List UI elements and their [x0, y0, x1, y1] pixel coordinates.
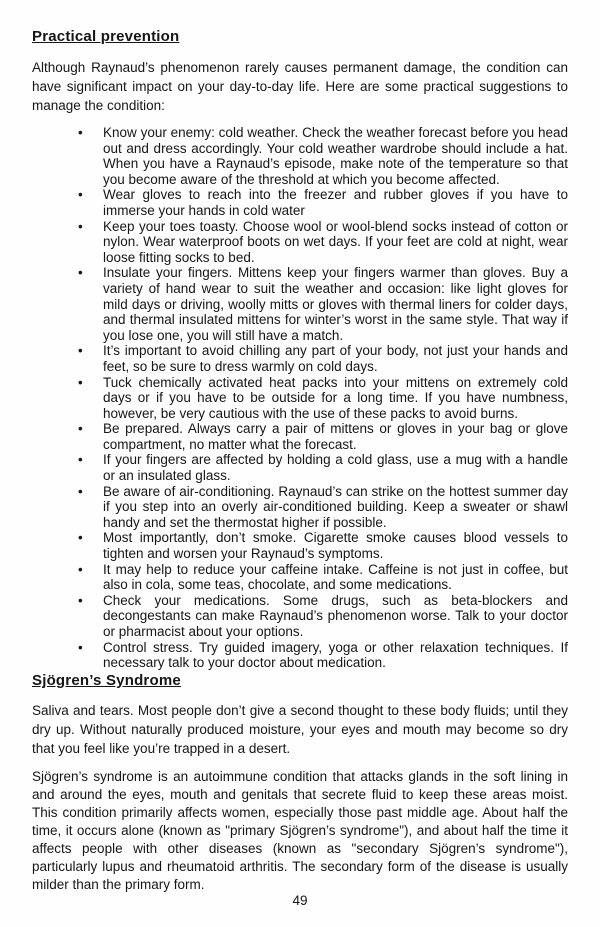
list-item — [75, 125, 568, 187]
bullet-icon: • — [78, 639, 83, 655]
bullet-text: Most importantly, don’t smoke. Cigarette smoke causes blood vessels to tighten and worsen your Raynaud’s symptoms. — [103, 530, 568, 562]
list-item — [75, 421, 568, 452]
bullet-text: It’s important to avoid chilling any part of your body, not just your hands and feet, so be sure to dress warmly on cold days. — [103, 343, 568, 374]
bullet-icon: • — [78, 530, 83, 546]
bullet-icon: • — [78, 452, 83, 468]
list-item — [75, 530, 568, 561]
section-heading: Practical prevention — [32, 28, 180, 45]
page-number: 49 — [292, 893, 308, 908]
body-paragraph: Saliva and tears. Most people don’t give a second thought to these body fluids; until they dry up. Without naturally produced moisture, your eyes and mouth may become so dry that you feel like you’re trapped in a desert. — [32, 702, 568, 756]
bullet-icon: • — [78, 561, 83, 577]
bullet-icon: • — [78, 592, 83, 608]
list-item — [75, 562, 568, 593]
bullet-text: Check your medications. Some drugs, such as beta-blockers and decongestants can make Raynaud’s phenomenon worse. Talk to your doctor or pharmacist about your options. — [103, 592, 568, 639]
list-item — [75, 187, 568, 218]
bullet-icon: • — [78, 218, 83, 234]
bullet-icon: • — [78, 343, 83, 359]
bullet-icon: • — [78, 483, 83, 499]
list-item — [75, 219, 568, 266]
bullet-text: Be prepared. Always carry a pair of mittens or gloves in your bag or glove compartment, no matter what the forecast. — [103, 421, 568, 452]
section-heading: Sjögren’s Syndrome — [32, 671, 181, 689]
bullet-text: Know your enemy: cold weather. Check the weather forecast before you head out and dress accordingly. Your cold weather wardrobe should include a hat. When you have a Raynaud’s episode, make note of the temperature so that you become aware of the threshold at which you become affected. — [103, 125, 568, 187]
bullet-text: Keep your toes toasty. Choose wool or wool-blend socks instead of cotton or nylon. Wear waterproof boots on wet days. If your feet are cold at night, wear loose fitting socks to bed. — [103, 218, 568, 265]
bullet-text: Insulate your fingers. Mittens keep your fingers warmer than gloves. Buy a variety of hand wear to suit the weather and occasion: like light gloves for mild days or driving, woolly mitts or gloves with thermal liners for colder days, and thermal insulated mittens for winter’s worst in the same style. That way if you lose one, you will still have a match. — [103, 265, 568, 343]
suggestions-bullet-list — [32, 125, 568, 671]
body-paragraph: Sjögren’s syndrome is an autoimmune condition that attacks glands in the soft lining in and around the eyes, mouth and genitals that secrete fluid to keep these areas moist. This condition primarily affects women, especially those past middle age. About half the time, it occurs alone (known as "primary Sjögren’s syndrome"), and about half the time it affects people with other diseases (known as "secondary Sjögren’s syndrome"), particularly lupus and rheumatoid arthritis. The secondary form of the disease is usually milder than the primary form. — [32, 768, 568, 892]
list-item — [75, 593, 568, 640]
bullet-icon: • — [78, 187, 83, 203]
list-item — [75, 452, 568, 483]
list-item — [75, 265, 568, 343]
bullet-text: It may help to reduce your caffeine intake. Caffeine is not just in coffee, but also in cola, some teas, chocolate, and some medications. — [103, 561, 568, 593]
list-item — [75, 640, 568, 671]
bullet-icon: • — [78, 374, 83, 390]
bullet-icon: • — [78, 125, 83, 140]
section-sjogrens-syndrome — [32, 672, 568, 894]
bullet-text: Control stress. Try guided imagery, yoga or other relaxation techniques. If necessary talk to your doctor about medication. — [103, 639, 568, 671]
list-item — [75, 375, 568, 422]
bullet-icon: • — [78, 421, 83, 437]
section-practical-prevention — [32, 28, 568, 671]
bullet-text: Wear gloves to reach into the freezer and rubber gloves if you have to immerse your hands in cold water — [103, 187, 568, 218]
bullet-text: Tuck chemically activated heat packs into your mittens on extremely cold days or if you have to be outside for a long time. If you have numbness, however, be very cautious with the use of these packs to avoid burns. — [103, 374, 568, 421]
list-item — [75, 343, 568, 374]
list-item — [75, 484, 568, 531]
bullet-text: Be aware of air-conditioning. Raynaud’s can strike on the hottest summer day if you step into an overly air-conditioned building. Keep a sweater or shawl handy and set the thermostat higher if possible. — [103, 483, 568, 530]
bullet-text: If your fingers are affected by holding a cold glass, use a mug with a handle or an insulated glass. — [103, 452, 568, 484]
bullet-icon: • — [78, 265, 83, 281]
intro-paragraph: Although Raynaud’s phenomenon rarely causes permanent damage, the condition can have significant impact on your day-to-day life. Here are some practical suggestions to manage the condition: — [32, 60, 568, 113]
